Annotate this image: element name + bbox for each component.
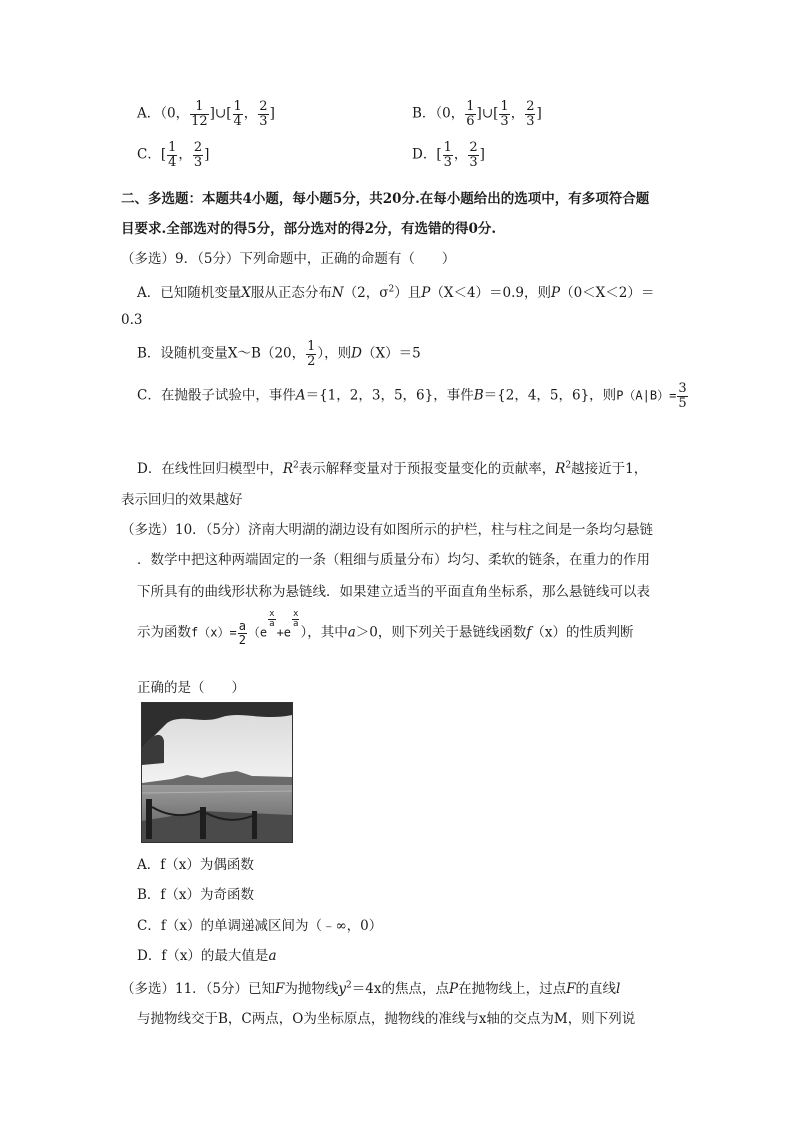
option-10d: D．f（x）的最大值是a bbox=[137, 948, 277, 964]
exponent-fraction: $\frac{x}{a}$ bbox=[269, 609, 275, 630]
question-10-stem: （多选）10．（5分）济南大明湖的湖边设有如图所示的护栏，柱与柱之间是一条均匀悬链 bbox=[121, 522, 654, 538]
question-9-stem: （多选）9．（5分）下列命题中，正确的命题有（ ） bbox=[121, 251, 456, 267]
lakeside-railing-photo bbox=[141, 702, 293, 843]
fraction: $\frac{2}{3}$ bbox=[193, 140, 203, 170]
fraction: $\frac{2}{3}$ bbox=[526, 99, 535, 129]
option-9d-cont: 表示回归的效果越好 bbox=[121, 492, 243, 508]
fraction: $\frac{1}{6}$ bbox=[466, 99, 475, 129]
option-8c: C．[ $\frac{1}{4}$ ， $\frac{2}{3}$ ] bbox=[137, 140, 210, 170]
fraction: $\frac{a}{2}$ bbox=[238, 619, 246, 647]
option-9a-cont: 0.3 bbox=[121, 312, 143, 328]
question-11-stem: （多选）11．（5分）已知F为抛物线$y^2=4x$的焦点，点P在抛物线上，过点F的直线l bbox=[121, 980, 621, 997]
option-10b: B．f（x）为奇函数 bbox=[137, 887, 255, 903]
fraction: $\frac{1}{4}$ bbox=[168, 140, 177, 170]
lake-illustration bbox=[142, 703, 292, 842]
question-10-line2: ．数学中把这种两端固定的一条（粗细与质量分布）均匀、柔软的链条，在重力的作用 bbox=[137, 552, 650, 568]
fraction: $\frac{3}{5}$ bbox=[678, 381, 687, 411]
question-11-line2: 与抛物线交于B，C两点，O为坐标原点，抛物线的准线与x轴的交点为M，则下列说 bbox=[137, 1011, 636, 1027]
option-10a: A．f（x）为偶函数 bbox=[137, 857, 254, 873]
question-10-line3: 下所具有的曲线形状称为悬链线．如果建立适当的平面直角坐标系，那么悬链线可以表 bbox=[137, 584, 650, 600]
option-9c: C．在抛骰子试验中，事件A＝{1，2，3，5，6}，事件B＝{2，4，5，6}，则P（A|B）= $\frac{3}{5}$ bbox=[137, 381, 687, 411]
option-8a: A．（0， $\frac{1}{12}$ ]∪[ $\frac{1}{4}$ ， $\frac{2}{3}$ ] bbox=[137, 99, 275, 129]
fraction: $\frac{1}{3}$ bbox=[500, 99, 509, 129]
exponent-fraction: $\frac{x}{a}$ bbox=[293, 609, 299, 630]
fraction: $\frac{1}{12}$ bbox=[191, 99, 208, 129]
fraction: $\frac{1}{3}$ bbox=[443, 140, 452, 170]
question-10-formula-line: 示为函数f（x）= $\frac{a}{2}$ （e $\frac{x}{a}$ +e $\frac{x}{a}$ ），其中a＞0，则下列关于悬链线函数f（x）的性质判断 bbox=[137, 609, 634, 647]
fraction: $\frac{1}{2}$ bbox=[307, 339, 316, 369]
option-10c: C．f（x）的单调递减区间为（﹣∞，0） bbox=[137, 918, 383, 934]
question-10-line5: 正确的是（ ） bbox=[137, 680, 245, 696]
fraction: $\frac{2}{3}$ bbox=[259, 99, 268, 129]
fraction: $\frac{1}{4}$ bbox=[233, 99, 242, 129]
option-8b: B．（0， $\frac{1}{6}$ ]∪[ $\frac{1}{3}$ ， $\frac{2}{3}$ ] bbox=[412, 99, 542, 129]
section-heading: 二、多选题：本题共4小题，每小题5分，共20分.在每小题给出的选项中，有多项符合题 bbox=[121, 191, 650, 207]
option-8d: D．[ $\frac{1}{3}$ ， $\frac{2}{3}$ ] bbox=[412, 140, 485, 170]
option-9b: B．设随机变量X～B（20， $\frac{1}{2}$ ），则D（X）＝5 bbox=[137, 339, 421, 369]
fraction: $\frac{2}{3}$ bbox=[469, 140, 478, 170]
option-9a: A．已知随机变量X服从正态分布N（2，$\sigma^2$）且P（X＜4）＝0.9，则P（0＜X＜2）＝ bbox=[137, 284, 655, 301]
section-heading-cont: 目要求.全部选对的得5分，部分选对的得2分，有选错的得0分. bbox=[121, 221, 497, 237]
option-9d: D．在线性回归模型中，$R^2$表示解释变量对于预报变量变化的贡献率，$R^2$越接近于1， bbox=[137, 460, 648, 477]
